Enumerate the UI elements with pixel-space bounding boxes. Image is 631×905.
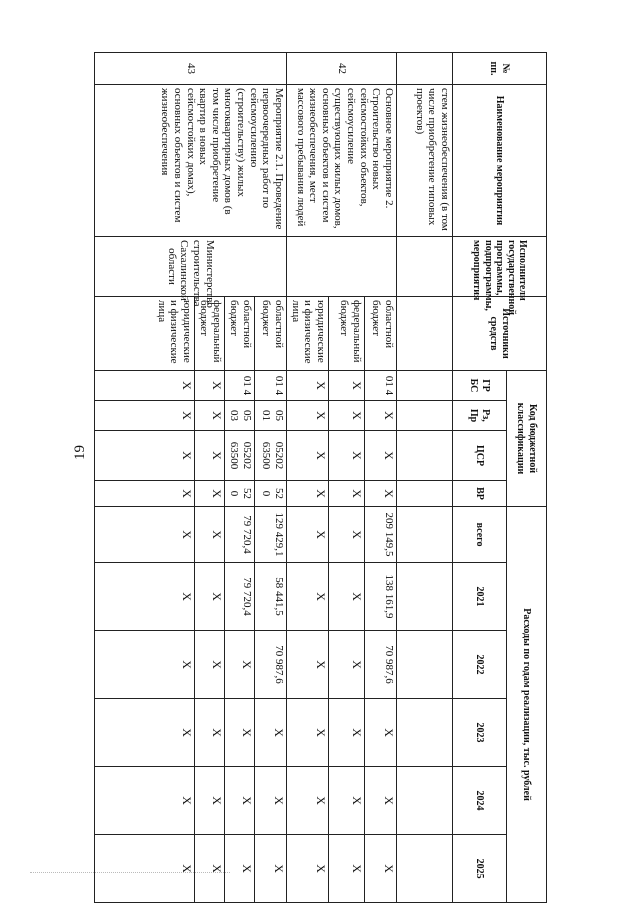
page-number bbox=[68, 412, 92, 492]
row43-name: Мероприятие 2.1. Проведение первоочередных работ по сейсмоусилению (строительству) жилых многоквартирных домов (в том числе приобретение квартир в новых сейсмостойких домах), основных объектов и систем жизнеобеспечения bbox=[95, 85, 287, 237]
row43-2023: Х bbox=[255, 699, 287, 767]
row43-2024: Х bbox=[255, 767, 287, 835]
row42-2022: Х bbox=[287, 631, 329, 699]
row43-grbs: Х bbox=[195, 371, 225, 401]
row43-total: 79 720,4 bbox=[225, 507, 255, 563]
header-year-2022: 2022 bbox=[453, 631, 507, 699]
row43-total: Х bbox=[195, 507, 225, 563]
row43-rzpr: Х bbox=[95, 401, 195, 431]
row42-2021: Х bbox=[329, 563, 365, 631]
row42-rzpr: Х bbox=[287, 401, 329, 431]
header-csr: ЦСР bbox=[453, 431, 507, 481]
row42-source: областной бюджет bbox=[365, 297, 397, 371]
row43-2023: Х bbox=[195, 699, 225, 767]
table-row bbox=[397, 53, 453, 903]
row42-2022: Х bbox=[329, 631, 365, 699]
row42-csr: Х bbox=[287, 431, 329, 481]
row42-vr: Х bbox=[365, 481, 397, 507]
header-vr: ВР bbox=[453, 481, 507, 507]
row42-2022: 70 987,6 bbox=[365, 631, 397, 699]
row42-vr: Х bbox=[287, 481, 329, 507]
row42-grbs: Х bbox=[329, 371, 365, 401]
row43-rzpr: 05 03 bbox=[225, 401, 255, 431]
row43-executor: Министерство строительства Сахалинской области bbox=[95, 237, 287, 297]
row42-total: 209 149,5 bbox=[365, 507, 397, 563]
header-year-2025: 2025 bbox=[453, 835, 507, 903]
page-number-text: 19 bbox=[71, 444, 88, 460]
row43-2022: 70 987,6 bbox=[255, 631, 287, 699]
table-row bbox=[365, 53, 397, 903]
header-grbs: ГР БС bbox=[453, 371, 507, 401]
row42-2023: Х bbox=[329, 699, 365, 767]
row42-num: 42 bbox=[287, 53, 397, 85]
row43-grbs: 01 4 bbox=[225, 371, 255, 401]
row42-2025: Х bbox=[287, 835, 329, 903]
row42-2024: Х bbox=[287, 767, 329, 835]
row43-2025: Х bbox=[195, 835, 225, 903]
row43-csr: Х bbox=[195, 431, 225, 481]
row43-2024: Х bbox=[95, 767, 195, 835]
header-sources: Источники средств bbox=[453, 297, 547, 371]
row43-source: федеральный бюджет bbox=[195, 297, 225, 371]
row43-vr: 52 0 bbox=[255, 481, 287, 507]
row43-2022: Х bbox=[195, 631, 225, 699]
header-budget-code: Код бюджетной классификации bbox=[507, 371, 547, 507]
header-expenses: Расходы по годам реализации, тыс. рублей bbox=[507, 507, 547, 903]
row43-source: областной бюджет bbox=[255, 297, 287, 371]
row42-vr: Х bbox=[329, 481, 365, 507]
row43-grbs: Х bbox=[95, 371, 195, 401]
header-executor: Исполнители государственной программы, подпрограммы, мероприятия bbox=[453, 237, 547, 297]
row43-num: 43 bbox=[95, 53, 287, 85]
row43-csr: 05202 63500 bbox=[225, 431, 255, 481]
header-total: всего bbox=[453, 507, 507, 563]
header-rzpr: Рз, Пр bbox=[453, 401, 507, 431]
row43-2022: Х bbox=[225, 631, 255, 699]
row42-csr: Х bbox=[365, 431, 397, 481]
header-num: № пп. bbox=[453, 53, 547, 85]
row42-total: Х bbox=[287, 507, 329, 563]
row43-2025: Х bbox=[95, 835, 195, 903]
row43-grbs: 01 4 bbox=[255, 371, 287, 401]
row43-source: юридические и физические лица bbox=[95, 297, 195, 371]
cont-num bbox=[397, 53, 453, 85]
budget-table bbox=[94, 52, 547, 903]
row42-grbs: Х bbox=[287, 371, 329, 401]
row43-2021: 58 441,5 bbox=[255, 563, 287, 631]
row43-csr: 05202 63500 bbox=[255, 431, 287, 481]
row43-2024: Х bbox=[225, 767, 255, 835]
row42-2023: Х bbox=[287, 699, 329, 767]
budget-table-sheet bbox=[94, 52, 547, 902]
table-row bbox=[255, 53, 287, 903]
row42-csr: Х bbox=[329, 431, 365, 481]
row43-total: 129 429,1 bbox=[255, 507, 287, 563]
header-year-2021: 2021 bbox=[453, 563, 507, 631]
row42-2025: Х bbox=[329, 835, 365, 903]
row42-2021: 138 161,9 bbox=[365, 563, 397, 631]
header-name: Наименование мероприятия bbox=[453, 85, 547, 237]
row42-name: Основное мероприятие 2. Строительство новых сейсмостойких объектов, сейсмоусиление существующих жилых домов, основных объектов и систем жизнеобеспечения, мест массового пребывания людей bbox=[287, 85, 397, 237]
row43-2024: Х bbox=[195, 767, 225, 835]
row43-2023: Х bbox=[225, 699, 255, 767]
row43-source: областной бюджет bbox=[225, 297, 255, 371]
header-year-2023: 2023 bbox=[453, 699, 507, 767]
row43-2023: Х bbox=[95, 699, 195, 767]
header-year-2024: 2024 bbox=[453, 767, 507, 835]
row43-2021: 79 720,4 bbox=[225, 563, 255, 631]
row43-vr: Х bbox=[95, 481, 195, 507]
row43-vr: 52 0 bbox=[225, 481, 255, 507]
row43-csr: Х bbox=[95, 431, 195, 481]
row42-2023: Х bbox=[365, 699, 397, 767]
scan-artifact-divider bbox=[30, 872, 230, 873]
row42-rzpr: Х bbox=[365, 401, 397, 431]
row42-grbs: 01 4 bbox=[365, 371, 397, 401]
row43-rzpr: Х bbox=[195, 401, 225, 431]
row42-source: юридические и физические лица bbox=[287, 297, 329, 371]
row42-total: Х bbox=[329, 507, 365, 563]
row42-2021: Х bbox=[287, 563, 329, 631]
row42-rzpr: Х bbox=[329, 401, 365, 431]
row42-2024: Х bbox=[329, 767, 365, 835]
row43-2021: Х bbox=[95, 563, 195, 631]
row43-2022: Х bbox=[95, 631, 195, 699]
row42-2025: Х bbox=[365, 835, 397, 903]
row43-2021: Х bbox=[195, 563, 225, 631]
row43-2025: Х bbox=[225, 835, 255, 903]
row42-executor bbox=[287, 237, 397, 297]
row43-vr: Х bbox=[195, 481, 225, 507]
cont-name: стем жизнеобеспечения (в том числе приобретение типовых проектов) bbox=[397, 85, 453, 237]
row43-rzpr: 05 01 bbox=[255, 401, 287, 431]
row42-2024: Х bbox=[365, 767, 397, 835]
row42-source: федеральный бюджет bbox=[329, 297, 365, 371]
row43-total: Х bbox=[95, 507, 195, 563]
row43-2025: Х bbox=[255, 835, 287, 903]
